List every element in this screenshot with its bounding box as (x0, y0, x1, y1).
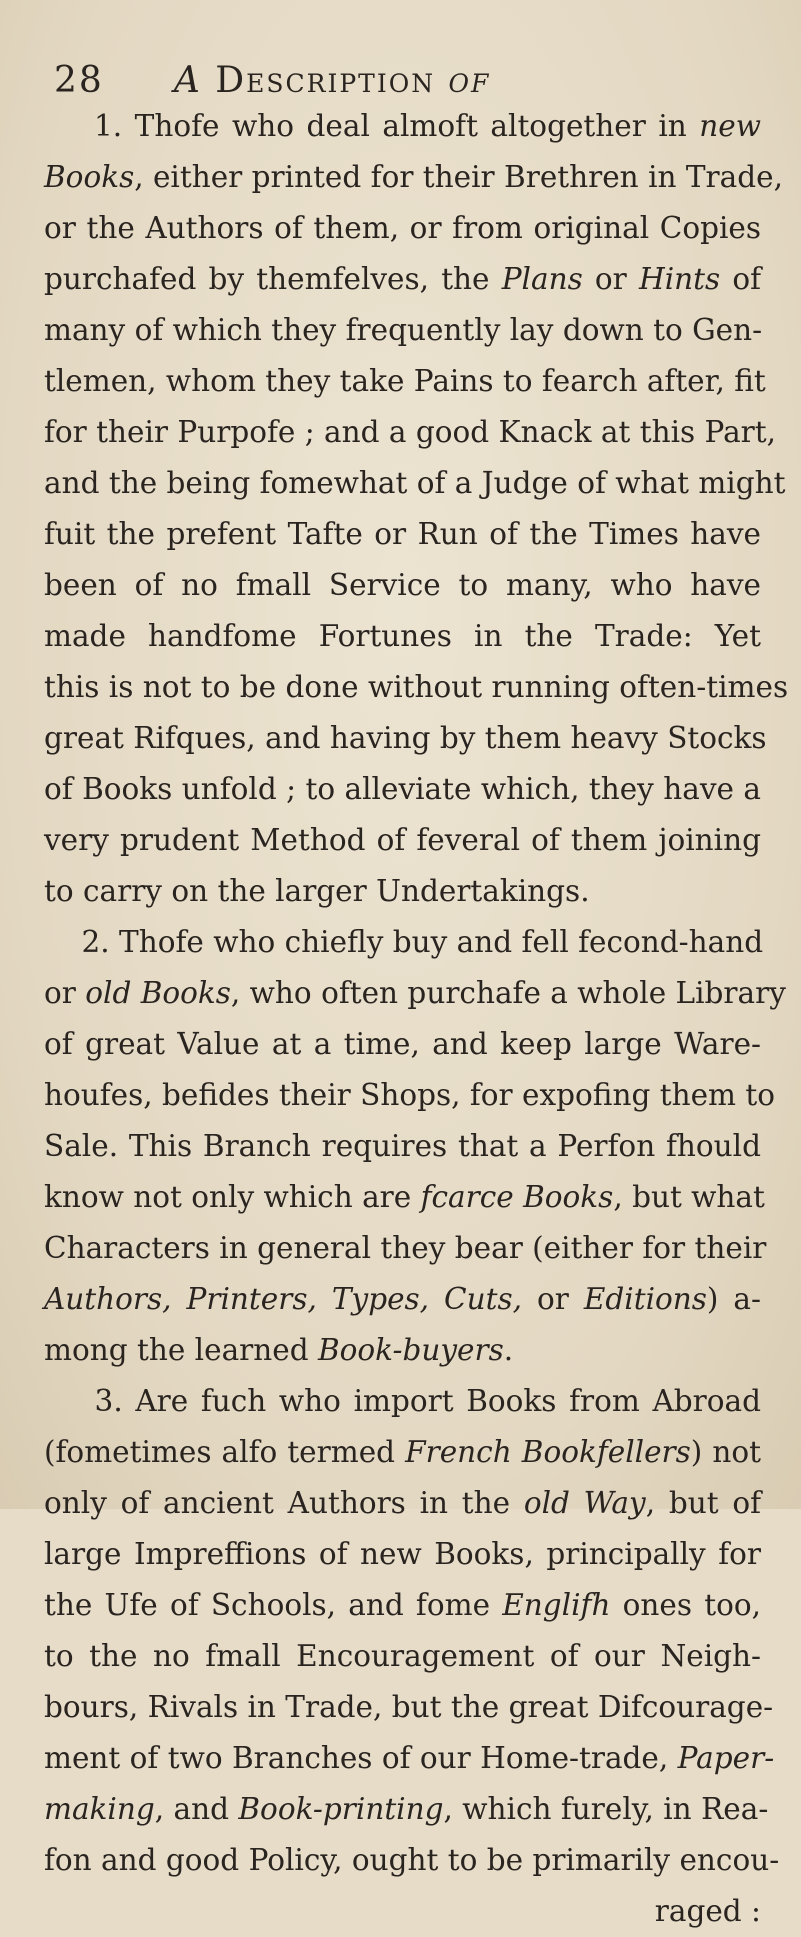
text-segment: made handfome Fortunes in the Trade: Yet (44, 619, 761, 653)
running-header (54, 60, 761, 101)
text-line (44, 1070, 775, 1121)
text-segment: Plans (501, 262, 583, 296)
text-line (44, 356, 766, 407)
text-segment: Book-buyers (317, 1333, 504, 1367)
body-text (44, 101, 789, 1937)
text-segment: 2. Thofe who chiefly buy and fell fecond-hand (44, 925, 764, 959)
text-segment: Books (44, 160, 135, 194)
text-segment: many of which they frequently lay down to Gen- (44, 313, 763, 347)
text-line (44, 1274, 761, 1325)
text-line (44, 1019, 761, 1070)
text-segment: Editions (583, 1282, 707, 1316)
text-segment: the Ufe of Schools, and fome (44, 1588, 503, 1622)
text-line (44, 611, 761, 662)
text-segment: raged : (654, 1894, 761, 1928)
text-line (44, 1529, 761, 1580)
text-line (44, 101, 761, 152)
text-segment: mong the learned (44, 1333, 318, 1367)
text-segment: old Way (523, 1486, 646, 1520)
text-segment: bours, Rivals in Trade, but the great Difcourage- (44, 1690, 774, 1724)
text-line (44, 254, 761, 305)
text-segment: (fometimes alfo termed (44, 1435, 406, 1469)
text-line (44, 713, 767, 764)
text-line (44, 1580, 761, 1631)
running-title-a: A (173, 60, 202, 101)
text-segment: Authors, Printers, Types, Cuts, (44, 1282, 522, 1316)
text-segment: old Books (85, 976, 231, 1010)
text-segment: , but of (645, 1486, 762, 1520)
text-line (44, 1835, 780, 1886)
text-line (44, 968, 786, 1019)
text-segment: new (699, 109, 761, 143)
text-segment: , which furely, in Rea- (443, 1792, 769, 1826)
page-number: 28 (54, 60, 104, 101)
text-line (44, 662, 789, 713)
text-segment: or (522, 1282, 584, 1316)
text-segment: this is not to be done without running often-times (44, 670, 789, 704)
text-segment: of Books unfold ; to alleviate which, they have a (44, 772, 761, 806)
text-segment: to carry on the larger Undertakings. (44, 874, 590, 908)
text-segment: making (44, 1792, 155, 1826)
text-line (44, 152, 783, 203)
text-line (44, 815, 761, 866)
text-line (44, 407, 776, 458)
text-segment: , who often purchafe a whole Library (230, 976, 786, 1010)
text-segment: and the being fomewhat of a Judge of what might (44, 466, 786, 500)
text-segment: 3. Are fuch who import Books from Abroad (44, 1384, 761, 1418)
text-line (44, 560, 761, 611)
text-segment: fon and good Policy, ought to be primarily encou- (44, 1843, 780, 1877)
text-segment: houfes, befides their Shops, for expofing them to (44, 1078, 775, 1112)
text-segment: or the Authors of them, or from original Copies (44, 211, 761, 245)
text-segment: of (720, 262, 761, 296)
text-segment: only of ancient Authors in the (44, 1486, 524, 1520)
text-segment: Sale. This Branch requires that a Perfon fhould (44, 1129, 761, 1163)
text-line (44, 764, 761, 815)
text-line (44, 458, 786, 509)
text-line (44, 1682, 774, 1733)
text-segment: or (44, 976, 86, 1010)
text-line (44, 1376, 761, 1427)
text-segment: for their Purpofe ; and a good Knack at this Part, (44, 415, 776, 449)
text-line (44, 509, 761, 560)
text-segment: fuit the prefent Tafte or Run of the Times have (44, 517, 761, 551)
text-line (44, 1733, 775, 1784)
text-line (44, 866, 761, 917)
text-segment: know not only which are (44, 1180, 421, 1214)
running-title-b: Description (215, 60, 436, 101)
text-segment: Englifh (502, 1588, 611, 1622)
text-segment: Hints (638, 262, 721, 296)
text-line (44, 1325, 761, 1376)
running-title-c: of (448, 60, 491, 101)
text-segment: large Impreffions of new Books, principally for (44, 1537, 761, 1571)
text-segment: ones too, (610, 1588, 761, 1622)
text-line (44, 1478, 761, 1529)
text-segment: been of no fmall Service to many, who have (44, 568, 761, 602)
text-segment: tlemen, whom they take Pains to fearch after, fit (44, 364, 766, 398)
text-segment: fcarce Books (420, 1180, 614, 1214)
text-segment: , but what (613, 1180, 765, 1214)
text-segment: Paper- (677, 1741, 775, 1775)
text-line (44, 1223, 767, 1274)
text-segment: purchafed by themfelves, the (44, 262, 502, 296)
text-line (44, 1172, 765, 1223)
text-line (44, 1886, 761, 1937)
text-segment: Book-printing (238, 1792, 444, 1826)
text-line (44, 1631, 761, 1682)
text-line (44, 1784, 769, 1835)
text-segment: French Bookfellers (405, 1435, 691, 1469)
text-segment: Characters in general they bear (either for their (44, 1231, 767, 1265)
text-segment: ) not (690, 1435, 761, 1469)
text-line (44, 203, 761, 254)
running-title (174, 60, 491, 101)
text-line (44, 917, 764, 968)
text-segment: ment of two Branches of our Home-trade, (44, 1741, 678, 1775)
text-segment: , and (154, 1792, 239, 1826)
text-segment: 1. Thofe who deal almoft altogether in (44, 109, 700, 143)
text-segment: great Rifques, and having by them heavy Stocks (44, 721, 767, 755)
text-segment: ) a- (706, 1282, 761, 1316)
text-segment: . (503, 1333, 514, 1367)
text-line (44, 1121, 761, 1172)
text-segment: of great Value at a time, and keep large Ware- (44, 1027, 761, 1061)
text-line (44, 1427, 761, 1478)
text-segment: to the no fmall Encouragement of our Neigh- (44, 1639, 761, 1673)
text-segment: very prudent Method of feveral of them joining (44, 823, 761, 857)
text-segment: , either printed for their Brethren in Trade, (134, 160, 783, 194)
text-line (44, 305, 761, 356)
text-segment: or (582, 262, 639, 296)
